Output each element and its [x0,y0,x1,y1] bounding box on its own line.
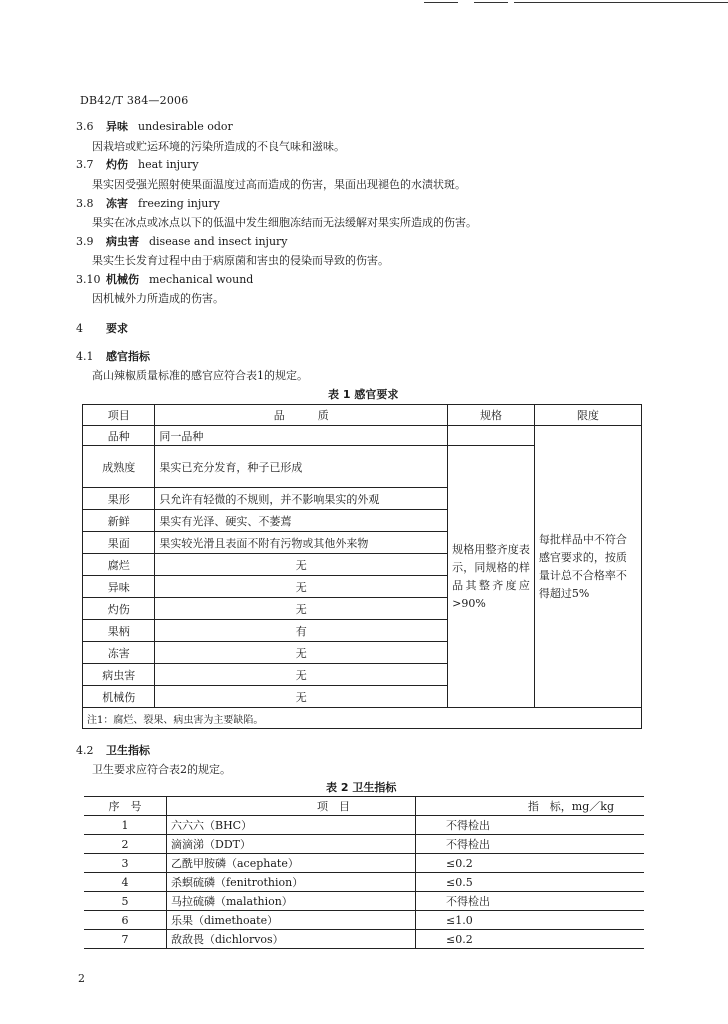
row-quality: 无 [155,576,448,598]
term-en: undesirable odor [138,120,233,133]
table-header-row [83,405,642,426]
row-item: 异味 [83,576,155,598]
term-en: disease and insect injury [149,235,288,248]
row-quality: 无 [155,598,448,620]
row-item: 病虫害 [83,664,155,686]
definition-3-9-heading [76,233,288,249]
section-number: 3.8 [76,197,94,210]
header-item: 项目 [83,405,155,426]
definition-3-6-heading [76,118,233,134]
term-en: freezing injury [138,197,220,210]
row-no: 4 [84,873,167,892]
definition-3-10-heading [76,271,253,287]
row-item: 冻害 [83,642,155,664]
term-zh: 灼伤 [106,158,128,171]
page-number: 2 [78,972,85,985]
term-zh: 冻害 [106,197,128,210]
hygiene-indicators-table [84,796,644,949]
table-row [84,892,644,911]
row-no: 5 [84,892,167,911]
definition-3-8-heading [76,195,220,211]
row-no: 6 [84,911,167,930]
section-number: 4 [76,322,83,335]
section-number: 4.1 [76,350,94,363]
standard-number: DB42/T 384—2006 [80,94,189,107]
table-note-row [83,708,642,729]
row-item: 果面 [83,532,155,554]
table-note: 注1：腐烂、裂果、病虫害为主要缺陷。 [83,708,642,729]
row-quality: 无 [155,554,448,576]
term-en: mechanical wound [149,273,254,286]
header-limit: 限度 [534,405,641,426]
term-zh: 病虫害 [106,235,139,248]
row-quality: 只允许有轻微的不规则，并不影响果实的外观 [155,488,448,510]
top-rule-1 [424,2,458,3]
section-number: 3.6 [76,120,94,133]
term-zh: 机械伤 [106,273,139,286]
row-value: ≤1.0 [416,911,645,930]
section-number: 4.2 [76,744,94,757]
row-item: 果柄 [83,620,155,642]
row-item: 敌敌畏（dichlorvos） [167,930,416,949]
section-number: 3.10 [76,273,101,286]
row-value: 不得检出 [416,892,645,911]
row-item: 灼伤 [83,598,155,620]
row-item: 杀螟硫磷（fenitrothion） [167,873,416,892]
row-quality: 无 [155,642,448,664]
row-item: 马拉硫磷（malathion） [167,892,416,911]
header-spec: 规格 [448,405,535,426]
table-row [84,911,644,930]
row-item: 滴滴涕（DDT） [167,835,416,854]
sensory-requirements-table [82,404,642,729]
section-title: 卫生指标 [106,744,150,757]
row-quality: 果实已充分发育，种子已形成 [155,446,448,488]
spec-empty-cell [448,426,535,446]
definition-3-6-text: 因栽培或贮运环境的污染所造成的不良气味和滋味。 [92,140,345,153]
row-quality: 同一品种 [155,426,448,446]
row-quality: 无 [155,664,448,686]
definition-3-9-text: 果实生长发育过程中由于病原菌和害虫的侵染而导致的伤害。 [92,254,389,267]
top-rule-2 [474,2,508,3]
section-number: 3.9 [76,235,94,248]
header-quality: 品 质 [155,405,448,426]
row-item: 果形 [83,488,155,510]
row-value: ≤0.2 [416,930,645,949]
term-zh: 异味 [106,120,128,133]
row-no: 3 [84,854,167,873]
row-item: 机械伤 [83,686,155,708]
definition-3-7-text: 果实因受强光照射使果面温度过高而造成的伤害，果面出现褪色的水渍状斑。 [92,178,466,191]
table2-caption: 表 2 卫生指标 [326,781,397,794]
table-row [83,426,642,446]
row-item: 腐烂 [83,554,155,576]
row-value: 不得检出 [416,816,645,835]
section-4-heading [76,320,138,336]
row-no: 2 [84,835,167,854]
row-item: 品种 [83,426,155,446]
header-value: 指 标，mg／kg [416,797,645,816]
section-number: 3.7 [76,158,94,171]
row-item: 六六六（BHC） [167,816,416,835]
header-item: 项 目 [167,797,416,816]
header-no: 序 号 [84,797,167,816]
section-title: 要求 [106,322,128,335]
definition-3-7-heading [76,156,199,172]
table-header-row [84,797,644,816]
row-quality: 有 [155,620,448,642]
row-value: 不得检出 [416,835,645,854]
row-quality: 果实有光泽、硬实、不萎蔫 [155,510,448,532]
table1-caption: 表 1 感官要求 [328,388,399,401]
row-value: ≤0.5 [416,873,645,892]
limit-cell: 每批样品中不符合感官要求的，按质量计总不合格率不得超过5% [534,426,641,708]
row-item: 乐果（dimethoate） [167,911,416,930]
table-row [84,854,644,873]
table-row [84,930,644,949]
section-title: 感官指标 [106,350,150,363]
term-en: heat injury [138,158,199,171]
section-4-2-heading [76,742,160,758]
section-4-2-text: 卫生要求应符合表2的规定。 [92,763,231,776]
definition-3-10-text: 因机械外力所造成的伤害。 [92,292,224,305]
spec-cell: 规格用整齐度表示，同规格的样品其整齐度应>90% [448,446,535,708]
row-item: 乙酰甲胺磷（acephate） [167,854,416,873]
section-4-1-heading [76,348,160,364]
row-value: ≤0.2 [416,854,645,873]
table-row [84,873,644,892]
definition-3-8-text: 果实在冰点或冰点以下的低温中发生细胞冻结而无法缓解对果实所造成的伤害。 [92,216,477,229]
section-4-1-text: 高山辣椒质量标准的感官应符合表1的规定。 [92,369,308,382]
table-row [84,835,644,854]
table-row [84,816,644,835]
row-item: 成熟度 [83,446,155,488]
row-quality: 无 [155,686,448,708]
row-no: 1 [84,816,167,835]
row-item: 新鲜 [83,510,155,532]
top-rule-3 [514,2,728,3]
row-no: 7 [84,930,167,949]
row-quality: 果实较光滑且表面不附有污物或其他外来物 [155,532,448,554]
